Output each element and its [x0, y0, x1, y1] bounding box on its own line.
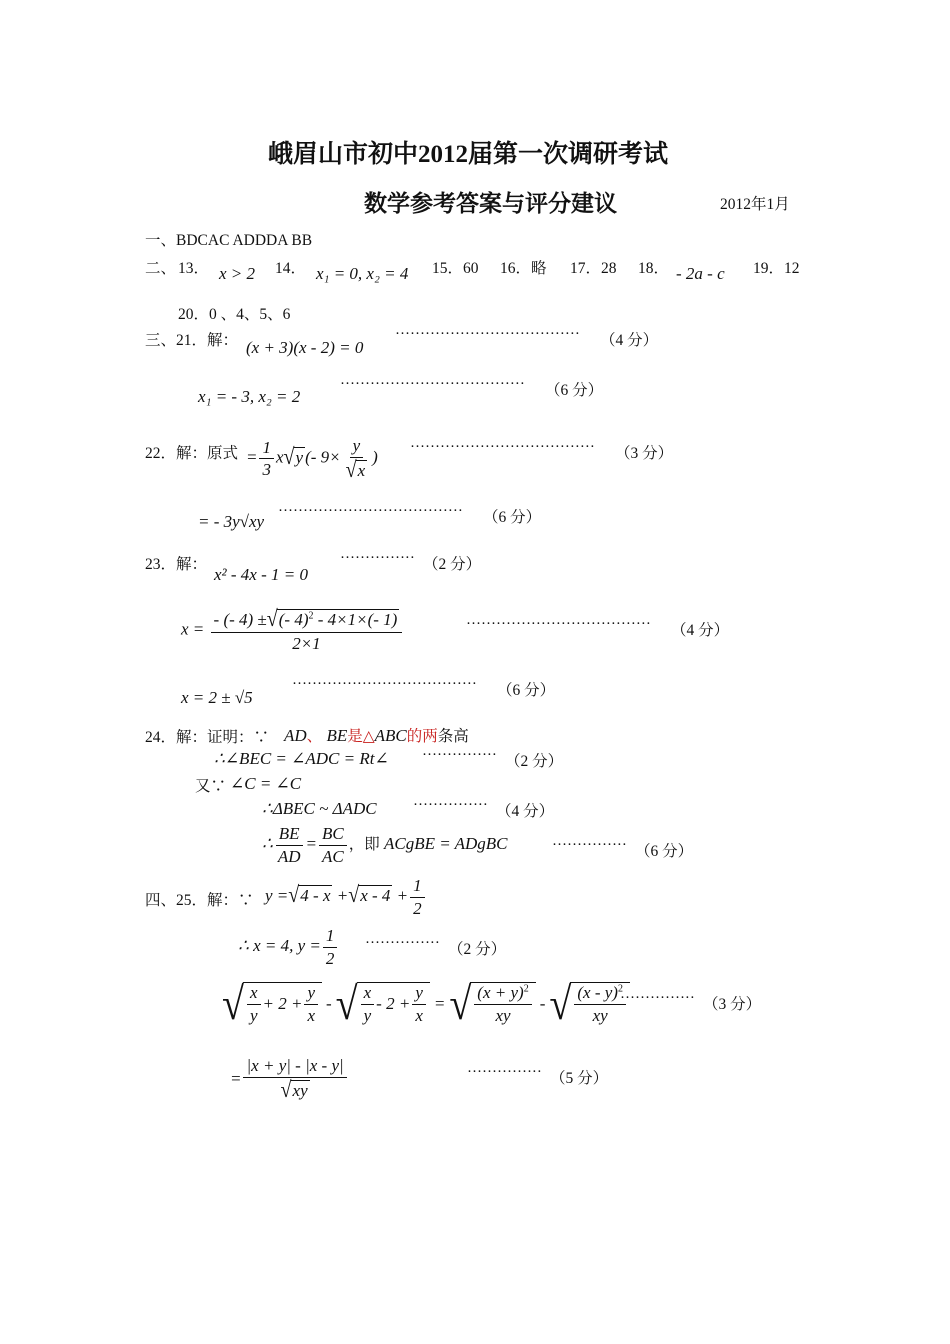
q25-dots2: ··············· [620, 990, 695, 1006]
q23-score2: （4 分） [671, 622, 730, 639]
q13-label: 13． [178, 260, 210, 277]
q23-dots3: ····································· [292, 676, 477, 692]
q25-given: y =√4 - x +√x - 4 + $\frac{1}{2}$ [265, 876, 427, 918]
q24-cond-c: ABC [374, 726, 407, 745]
q24-cond-text3: 条高 [437, 728, 469, 745]
q25-step2: √ $\frac{x}{y}$ + 2 + $\frac{y}{x}$ - √ $\frac{x}{y}$ - 2 + $\frac{y}{x}$ = √ $\frac{(x + y)^2}{xy}$ - √ $\frac{(x - y)^2}{xy}$ [222, 980, 630, 1027]
q23-quadratic-formula: x = $\frac{- (- 4) \pm√(- 4)^2 - 4\times 1\times(- 1)}{2\times 1}$ [181, 608, 404, 654]
q15-answer: 15．60 [432, 260, 479, 277]
q22-formula: = $\frac{1}{3}$ x√y (- 9× $\frac{y}{√x}$ ) [246, 436, 378, 483]
q25-step3: = $\frac{|x + y| - |x - y|}{√xy}$ [230, 1056, 349, 1102]
q22-score1: （3 分） [615, 445, 674, 462]
q23-score3: （6 分） [497, 682, 556, 699]
q24-line3-prefix: 又∵ [195, 778, 227, 795]
q21-label: 三、21．解： [145, 332, 239, 349]
q24-score5: （6 分） [635, 843, 694, 860]
q21-step1: (x + 3)(x - 2) = 0 [246, 338, 364, 357]
section2-prefix: 二、 [145, 260, 177, 277]
page-subtitle: 数学参考答案与评分建议 [364, 191, 617, 216]
page-title: 峨眉山市初中2012届第一次调研考试 [268, 141, 669, 168]
q24-dots5: ··············· [552, 837, 627, 853]
q25-score2: （3 分） [703, 996, 762, 1013]
q22-label: 22．解：原式 [145, 445, 239, 462]
q23-step1: x² - 4x - 1 = 0 [214, 565, 308, 584]
q24-cond-sep: 、 [306, 728, 323, 745]
q14-answer: x₁ = 0, x₂ = 4 [316, 264, 409, 283]
q21-step2: x₁ = - 3, x₂ = 2 [198, 387, 301, 406]
section1-row [145, 228, 312, 250]
q23-score1: （2 分） [423, 556, 482, 573]
q24-condition [284, 724, 469, 746]
q24-line5-eq: ACgBE = ADgBC [383, 833, 508, 853]
q24-score2: （2 分） [505, 753, 564, 770]
q25-dots1: ··············· [365, 935, 440, 951]
q23-dots1: ··············· [340, 550, 415, 566]
q24-cond-b: BE [326, 726, 348, 745]
q21-dots2: ····································· [340, 376, 525, 392]
q25-step1: ∴ x = 4, y = $\frac{1}{2}$ [238, 926, 339, 968]
q21-score1: （4 分） [600, 332, 659, 349]
q21-score2: （6 分） [545, 382, 604, 399]
q25-score1: （2 分） [448, 941, 507, 958]
q24-dots2: ··············· [422, 747, 497, 763]
section1-answers: BDCAC ADDDA BB [176, 232, 313, 249]
q22-dots2: ····································· [278, 503, 463, 519]
q16-answer: 16．略 [500, 260, 547, 277]
q25-label: 四、25．解：∵ [145, 892, 254, 909]
q18-label: 18． [638, 260, 670, 277]
q23-step3: x = 2 ± √5 [181, 688, 253, 707]
q24-line5-suffix: ，即 [348, 835, 380, 853]
q24-line5: ∴ $\frac{BE}{AD}$ = $\frac{BC}{AC}$ ，即 ACgBE = ADgBC [262, 824, 508, 866]
q24-cond-a: AD [284, 726, 307, 745]
q13-answer: x > 2 [219, 264, 256, 283]
q22-dots1: ····································· [410, 439, 595, 455]
q24-cond-text2: 的两 [406, 728, 438, 745]
q22-score2: （6 分） [483, 509, 542, 526]
q21-dots1: ····································· [395, 326, 580, 342]
q18-answer: - 2a - c [676, 264, 725, 283]
q19-answer: 19．12 [753, 260, 800, 277]
section1-prefix: 一、 [145, 232, 177, 249]
q23-label: 23．解： [145, 556, 208, 573]
q24-line4: ∴ΔBEC ~ ΔADC [262, 799, 377, 818]
date-label: 2012年1月 [720, 196, 790, 213]
q24-line2: ∴∠BEC = ∠ADC = Rt∠ [214, 749, 389, 768]
q24-cond-text1: 是△ [347, 728, 375, 745]
q22-step2: = - 3y√xy [198, 512, 265, 531]
q17-answer: 17．28 [570, 260, 617, 277]
q14-label: 14． [275, 260, 307, 277]
q24-label: 24．解：证明：∵ [145, 729, 270, 746]
q25-dots3: ··············· [467, 1064, 542, 1080]
q24-score4: （4 分） [496, 803, 555, 820]
q24-line3: ∠C = ∠C [230, 774, 302, 793]
q25-score3: （5 分） [550, 1070, 609, 1087]
q20-answer: 20．0 、4、5、6 [178, 306, 291, 323]
q23-dots2: ····································· [466, 616, 651, 632]
q24-dots4: ··············· [413, 797, 488, 813]
